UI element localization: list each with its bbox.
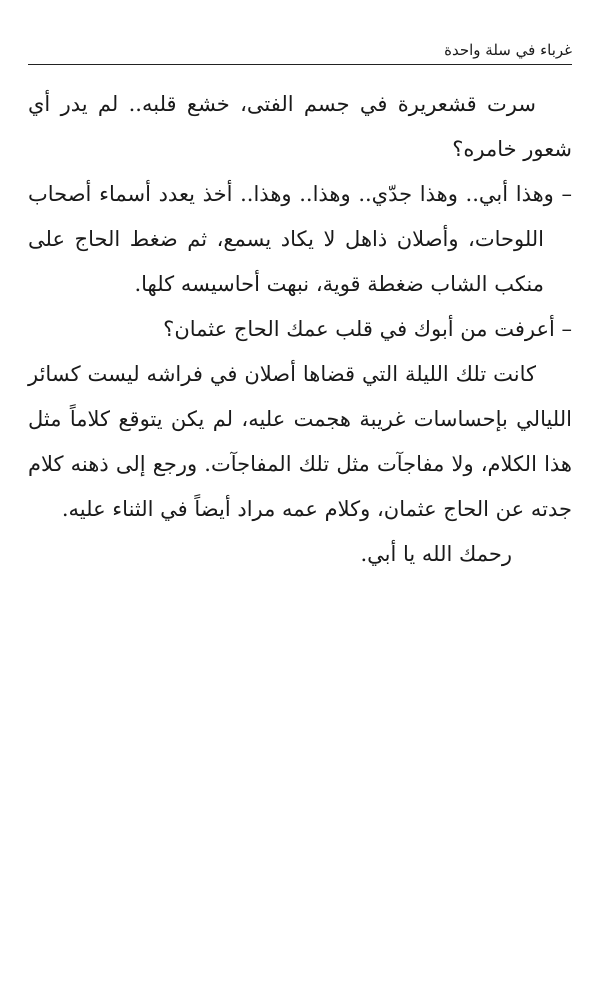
running-title: غرباء في سلة واحدة (444, 41, 572, 59)
paragraph-1: سرت قشعريرة في جسم الفتى، خشع قلبه.. لم يدر أي شعور خامره؟ (28, 92, 572, 161)
dialogue-paragraph-1: – وهذا أبي.. وهذا جدّي.. وهذا.. وهذا.. أخذ يعدد أسماء أصحاب اللوحات، وأصلان ذاهل لا يكاد يسمع، ثم ضغط الحاج على منكب الشاب ضغطة قوية، نبهت أحاسيسه كلها. (28, 182, 572, 296)
running-header (28, 38, 572, 65)
dialogue-paragraph-2: – أعرفت من أبوك في قلب عمك الحاج عثمان؟ (163, 317, 572, 341)
paragraph-2: كانت تلك الليلة التي قضاها أصلان في فراشه ليست كسائر الليالي بإحساسات غريبة هجمت عليه، لم يكن يتوقع كلاماً مثل هذا الكلام، ولا مفاجآت مثل تلك المفاجآت. ورجع إلى ذهنه كلام جدته عن الحاج عثمان، وكلام عمه مراد أيضاً في الثناء عليه. (28, 362, 572, 521)
paragraph-3: رحمك الله يا أبي. (360, 542, 512, 566)
body-text (28, 82, 572, 577)
